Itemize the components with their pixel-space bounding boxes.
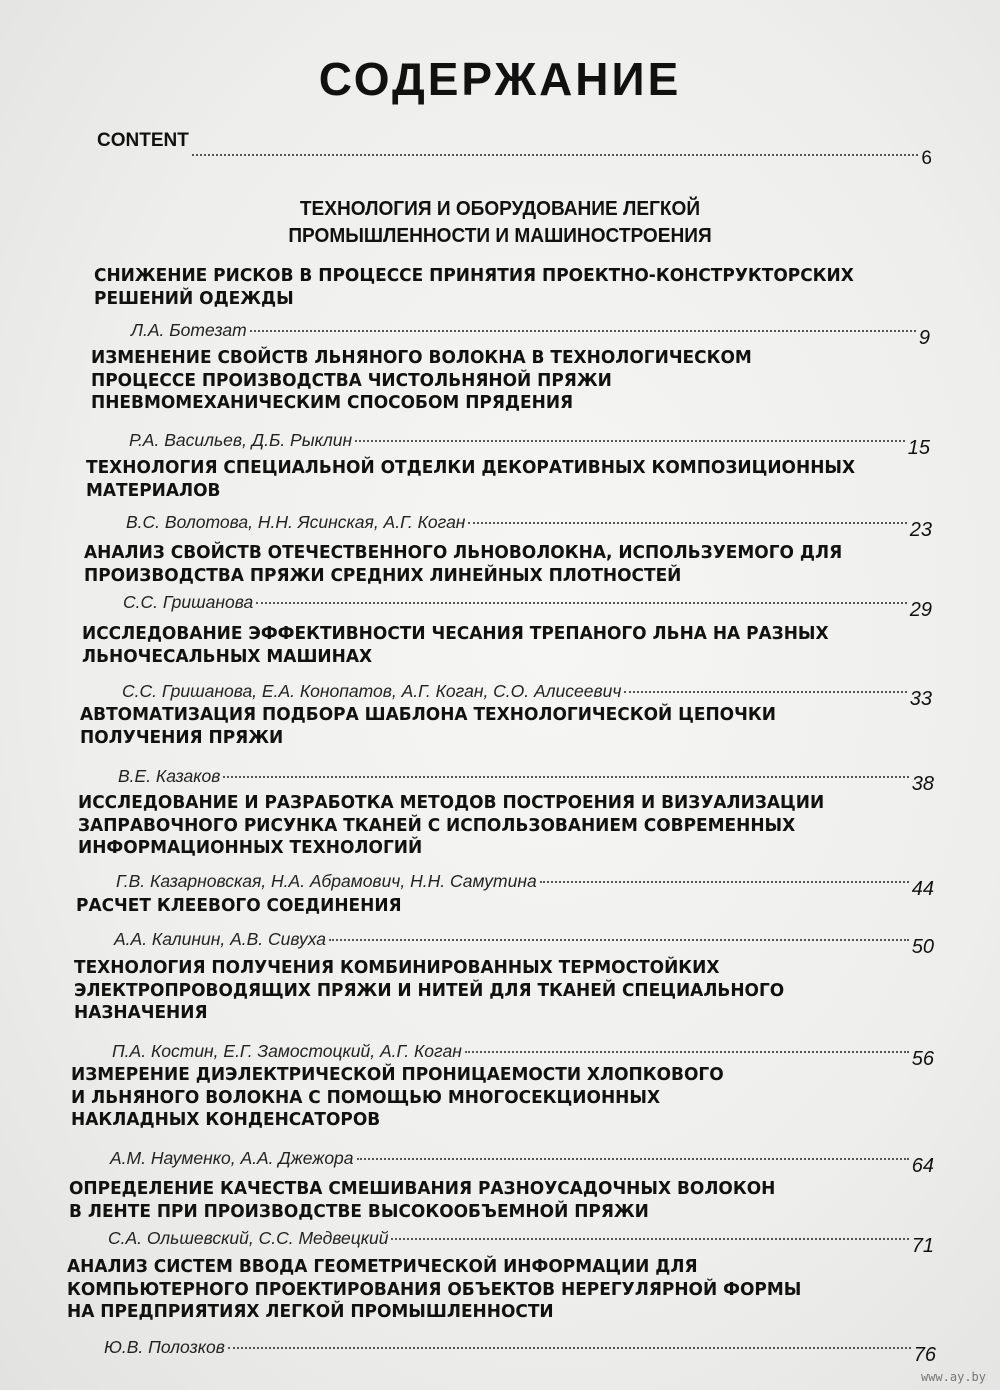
entry-author-row[interactable] (118, 765, 934, 795)
entry-title[interactable] (76, 895, 402, 918)
entry-title-line: ИЗМЕРЕНИЕ ДИЭЛЕКТРИЧЕСКОЙ ПРОНИЦАЕМОСТИ ХЛОПКОВОГО (71, 1065, 724, 1085)
page-number: 56 (911, 1048, 934, 1070)
entry-author-row[interactable] (108, 1227, 934, 1257)
entry-author-row[interactable] (114, 928, 934, 958)
entry-title[interactable] (71, 1064, 724, 1132)
entry-author-row[interactable] (126, 511, 932, 541)
page-number: 76 (913, 1344, 936, 1366)
entry-title-line: СНИЖЕНИЕ РИСКОВ В ПРОЦЕССЕ ПРИНЯТИЯ ПРОЕКТНО-КОНСТРУКТОРСКИХ (94, 266, 854, 286)
entry-title[interactable] (74, 957, 784, 1025)
entry-title-line: ОПРЕДЕЛЕНИЕ КАЧЕСТВА СМЕШИВАНИЯ РАЗНОУСАДОЧНЫХ ВОЛОКОН (69, 1179, 776, 1199)
entry-title[interactable] (67, 1256, 801, 1324)
entry-title[interactable] (91, 347, 752, 415)
page-number: 38 (911, 773, 934, 795)
entry-title-line: ЭЛЕКТРОПРОВОДЯЩИХ ПРЯЖИ И НИТЕЙ ДЛЯ ТКАНЕЙ СПЕЦИАЛЬНОГО (74, 980, 785, 1001)
entry-title-line: НАКЛАДНЫХ КОНДЕНСАТОРОВ (71, 1110, 381, 1130)
entry-title-line: ИССЛЕДОВАНИЕ ЭФФЕКТИВНОСТИ ЧЕСАНИЯ ТРЕПАНОГО ЛЬНА НА РАЗНЫХ (82, 624, 829, 644)
entry-author-row[interactable] (112, 1040, 934, 1070)
entry-title[interactable] (86, 457, 855, 502)
page-number: 29 (909, 599, 932, 621)
dot-leader (465, 1051, 909, 1053)
page-number: 44 (911, 878, 934, 900)
entry-authors: В.С. Волотова, Н.Н. Ясинская, А.Г. Коган (126, 512, 466, 532)
entry-authors: Р.А. Васильев, Д.Б. Рыклин (129, 430, 353, 450)
entry-authors: А.М. Науменко, А.А. Джежора (110, 1148, 354, 1168)
entry-title-line: ТЕХНОЛОГИЯ СПЕЦИАЛЬНОЙ ОТДЕЛКИ ДЕКОРАТИВНЫХ КОМПОЗИЦИОННЫХ (86, 458, 856, 478)
entry-author-row[interactable] (131, 319, 930, 349)
entry-author-row[interactable] (104, 1336, 936, 1366)
entry-title-line: ТЕХНОЛОГИЯ ПОЛУЧЕНИЯ КОМБИНИРОВАННЫХ ТЕРМОСТОЙКИХ (74, 958, 720, 978)
page-number: 71 (911, 1235, 934, 1257)
content-label: CONTENT (97, 130, 189, 151)
entry-title-line: МАТЕРИАЛОВ (86, 480, 221, 501)
entry-title-line: ПНЕВМОМЕХАНИЧЕСКИМ СПОСОБОМ ПРЯДЕНИЯ (91, 393, 574, 413)
dot-leader (192, 154, 919, 156)
page-number: 15 (907, 437, 930, 459)
entry-title-line: ИССЛЕДОВАНИЕ И РАЗРАБОТКА МЕТОДОВ ПОСТРОЕНИЯ И ВИЗУАЛИЗАЦИИ (78, 793, 825, 813)
entry-title[interactable] (94, 265, 854, 310)
page-number: 33 (909, 688, 932, 710)
entry-title-line: ИНФОРМАЦИОННЫХ ТЕХНОЛОГИЙ (78, 838, 423, 858)
entry-authors: Г.В. Казарновская, Н.А. Абрамович, Н.Н. Самутина (116, 871, 537, 891)
entry-title-line: ПРОЦЕССЕ ПРОИЗВОДСТВА ЧИСТОЛЬНЯНОЙ ПРЯЖИ (91, 370, 612, 391)
entry-title-line: В ЛЕНТЕ ПРИ ПРОИЗВОДСТВЕ ВЫСОКООБЪЕМНОЙ ПРЯЖИ (69, 1201, 649, 1222)
entry-author-row[interactable] (110, 1147, 934, 1177)
entry-title[interactable] (78, 792, 824, 860)
entry-title-line: АНАЛИЗ СВОЙСТВ ОТЕЧЕСТВЕННОГО ЛЬНОВОЛОКНА, ИСПОЛЬЗУЕМОГО ДЛЯ (84, 543, 843, 563)
entry-authors: В.Е. Казаков (118, 766, 221, 786)
entry-authors: Л.А. Ботезат (131, 320, 247, 340)
page-number: 50 (911, 936, 934, 958)
section-heading-line: ТЕХНОЛОГИЯ И ОБОРУДОВАНИЕ ЛЕГКОЙ (299, 197, 701, 220)
entry-authors: С.А. Ольшевский, С.С. Медвецкий (108, 1228, 389, 1248)
section-heading-line: ПРОМЫШЛЕННОСТИ И МАШИНОСТРОЕНИЯ (288, 224, 712, 247)
dot-leader (391, 1238, 908, 1240)
entry-authors: С.С. Гришанова (123, 592, 254, 612)
entry-title[interactable] (80, 704, 776, 749)
entry-title-line: ЗАПРАВОЧНОГО РИСУНКА ТКАНЕЙ С ИСПОЛЬЗОВАНИЕМ СОВРЕМЕННЫХ (78, 815, 796, 836)
entry-authors: А.А. Калинин, А.В. Сивуха (114, 929, 326, 949)
dot-leader (250, 330, 916, 332)
entry-title-line: ИЗМЕНЕНИЕ СВОЙСТВ ЛЬНЯНОГО ВОЛОКНА В ТЕХНОЛОГИЧЕСКОМ (91, 348, 752, 368)
entry-author-row[interactable] (122, 680, 932, 710)
entry-title-line: ЛЬНОЧЕСАЛЬНЫХ МАШИНАХ (82, 646, 373, 667)
entry-authors: С.С. Гришанова, Е.А. Конопатов, А.Г. Коган, С.О. Алисеевич (122, 681, 622, 701)
dot-leader (624, 691, 906, 693)
toc-content-entry[interactable] (97, 130, 932, 169)
entry-title-line: РЕШЕНИЙ ОДЕЖДЫ (94, 288, 294, 309)
entry-authors: Ю.В. Полозков (104, 1337, 225, 1357)
dot-leader (540, 881, 909, 883)
watermark: www.ay.by (920, 1370, 986, 1384)
entry-title-line: РАСЧЕТ КЛЕЕВОГО СОЕДИНЕНИЯ (76, 896, 402, 916)
entry-title-line: ПОЛУЧЕНИЯ ПРЯЖИ (80, 727, 284, 748)
page-number: 23 (909, 519, 932, 541)
dot-leader (355, 440, 905, 442)
entry-title-line: АВТОМАТИЗАЦИЯ ПОДБОРА ШАБЛОНА ТЕХНОЛОГИЧЕСКОЙ ЦЕПОЧКИ (80, 705, 776, 725)
page-number: 64 (911, 1155, 934, 1177)
entry-author-row[interactable] (116, 870, 934, 900)
page-number: 6 (921, 148, 932, 169)
entry-authors: П.А. Костин, Е.Г. Замостоцкий, А.Г. Коган (112, 1041, 462, 1061)
entry-title[interactable] (82, 623, 829, 668)
dot-leader (468, 522, 906, 524)
entry-title-line: ПРОИЗВОДСТВА ПРЯЖИ СРЕДНИХ ЛИНЕЙНЫХ ПЛОТНОСТЕЙ (84, 565, 682, 586)
entry-title-line: АНАЛИЗ СИСТЕМ ВВОДА ГЕОМЕТРИЧЕСКОЙ ИНФОРМАЦИИ ДЛЯ (67, 1257, 698, 1277)
entry-title-line: И ЛЬНЯНОГО ВОЛОКНА С ПОМОЩЬЮ МНОГОСЕКЦИОННЫХ (71, 1087, 661, 1108)
entry-title[interactable] (84, 542, 842, 587)
dot-leader (256, 602, 907, 604)
dot-leader (228, 1347, 911, 1349)
entry-title[interactable] (69, 1178, 775, 1223)
page-number: 9 (918, 327, 930, 349)
dot-leader (357, 1158, 909, 1160)
dot-leader (329, 939, 909, 941)
dot-leader (223, 776, 908, 778)
entry-title-line: НАЗНАЧЕНИЯ (74, 1003, 208, 1023)
entry-title-line: КОМПЬЮТЕРНОГО ПРОЕКТИРОВАНИЯ ОБЪЕКТОВ НЕРЕГУЛЯРНОЙ ФОРМЫ (67, 1279, 802, 1300)
entry-author-row[interactable] (123, 591, 932, 621)
section-heading (35, 195, 965, 249)
entry-author-row[interactable] (129, 429, 930, 459)
entry-title-line: НА ПРЕДПРИЯТИЯХ ЛЕГКОЙ ПРОМЫШЛЕННОСТИ (67, 1302, 554, 1322)
page-title: СОДЕРЖАНИЕ (318, 53, 682, 105)
